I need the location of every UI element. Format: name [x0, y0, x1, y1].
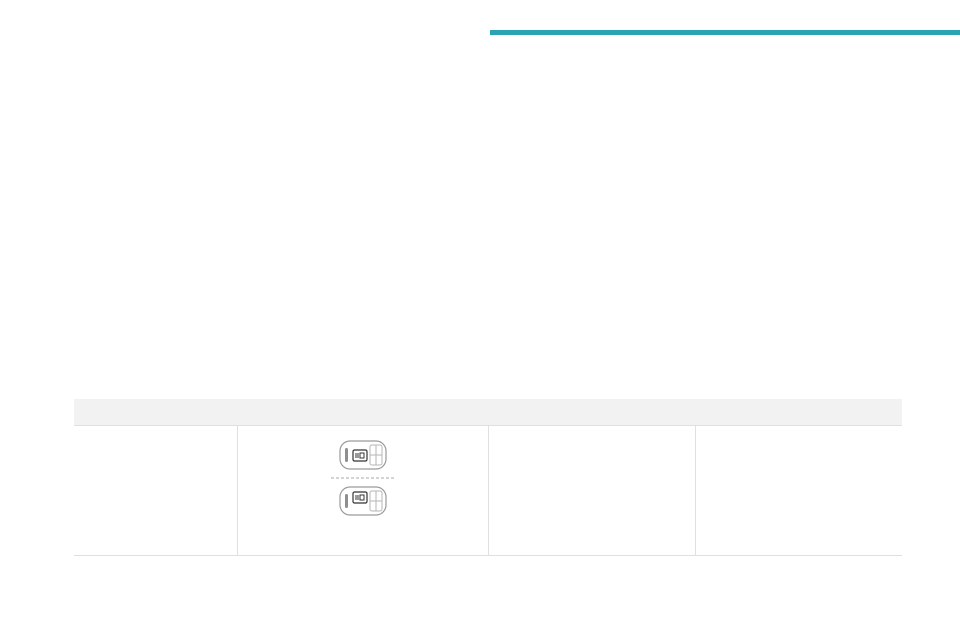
seat-cell — [237, 426, 488, 556]
row-label-cell — [74, 426, 237, 556]
airbag-on-cell — [488, 461, 695, 556]
system-iu-cell — [695, 426, 902, 462]
table-header-row — [74, 399, 902, 426]
header-accent-bar — [490, 30, 960, 35]
header-system — [695, 399, 902, 426]
page-content — [74, 57, 894, 73]
header-sedile — [74, 399, 488, 426]
table-row — [74, 426, 902, 462]
isize-table — [74, 399, 902, 556]
airbag-off-cell — [488, 426, 695, 462]
system-iuf-cell — [695, 461, 902, 556]
car-seat-diagram-icon — [327, 437, 399, 519]
header-airbag — [488, 399, 695, 426]
